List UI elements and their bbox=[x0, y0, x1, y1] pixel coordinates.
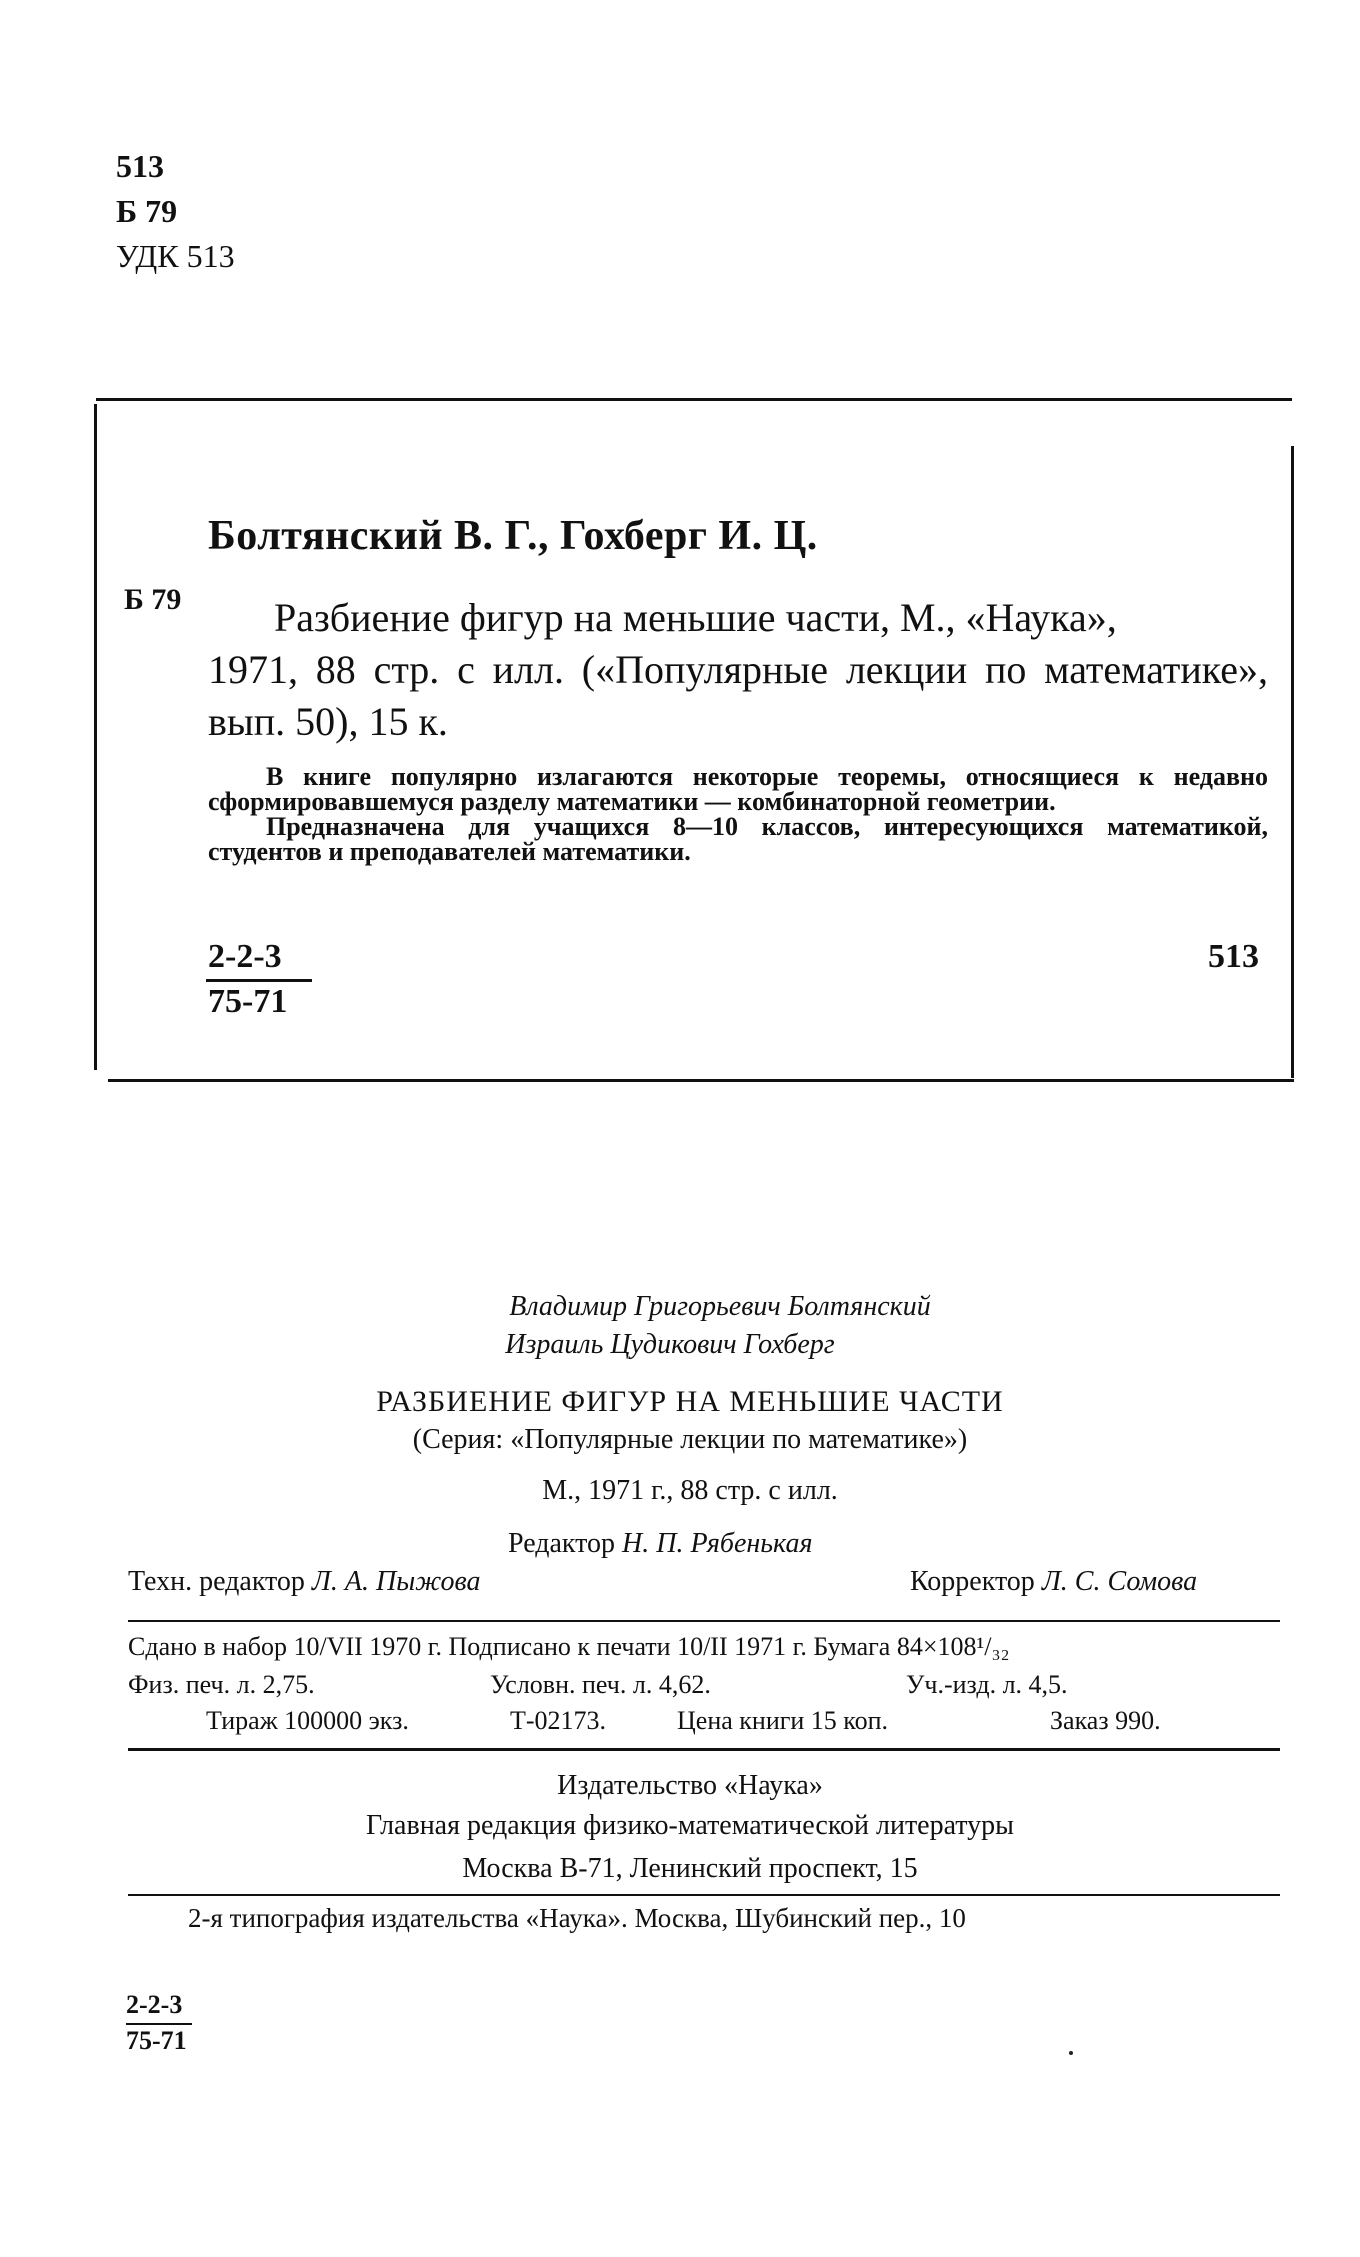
card-border-bottom bbox=[108, 1079, 1294, 1082]
editor-name: Н. П. Рябенькая bbox=[622, 1528, 813, 1559]
card-border-top bbox=[96, 398, 1292, 401]
tech-editor-label: Техн. редактор bbox=[128, 1566, 305, 1597]
print-line-2b: Условн. печ. л. 4,62. bbox=[490, 1670, 711, 1699]
print-line-2c: Уч.-изд. л. 4,5. bbox=[906, 1670, 1068, 1699]
corrector-line bbox=[910, 1566, 1197, 1598]
imprint-author2: Израиль Цудикович Гохберг bbox=[505, 1329, 835, 1360]
print-line-2a: Физ. печ. л. 2,75. bbox=[128, 1670, 315, 1699]
imprint-series: (Серия: «Популярные лекции по математике») bbox=[412, 1424, 968, 1455]
udc-full: УДК 513 bbox=[116, 238, 235, 274]
corrector-name: Л. С. Сомова bbox=[1041, 1566, 1198, 1597]
card-border-left bbox=[94, 404, 97, 1070]
author-mark: Б 79 bbox=[116, 193, 178, 229]
card-fraction-denominator: 75-71 bbox=[208, 983, 288, 1020]
corrector-label: Корректор bbox=[910, 1566, 1035, 1597]
imprint-pub-info: М., 1971 г., 88 стр. с илл. bbox=[542, 1475, 838, 1506]
card-annotation bbox=[208, 764, 1268, 864]
publisher-address: Москва В-71, Ленинский проспект, 15 bbox=[462, 1853, 918, 1884]
bottom-fraction-denominator: 75-71 bbox=[126, 2026, 187, 2055]
print-line-1: Сдано в набор 10/VII 1970 г. Подписано к печати 10/II 1971 г. Бумага 84×108¹/₃₂ bbox=[128, 1632, 1010, 1661]
imprint-rule-3 bbox=[128, 1894, 1280, 1896]
card-annotation-p1: В книге популярно излагаются некоторые теоремы, относящиеся к недавно сформировавшемуся разделу математики — комбинаторной геометрии. bbox=[208, 762, 1268, 816]
card-description-rest: 1971, 88 стр. с илл. («Популярные лекции по математике», вып. 50), 15 к. bbox=[208, 647, 1268, 744]
imprint-rule-1 bbox=[128, 1620, 1280, 1622]
card-description bbox=[208, 592, 1268, 748]
publisher-division: Главная редакция физико-математической литературы bbox=[365, 1810, 1014, 1841]
publisher: Издательство «Наука» bbox=[557, 1770, 823, 1801]
imprint-author1: Владимир Григорьевич Болтянский bbox=[509, 1291, 931, 1322]
card-description-line1: Разбиение фигур на меньшие части, М., «Наука», bbox=[274, 595, 1117, 640]
tech-editor-line bbox=[128, 1566, 480, 1598]
card-annotation-p2: Предназначена для учащихся 8—10 классов, интересующихся математикой, студентов и преподавателей математики. bbox=[208, 812, 1268, 866]
printer: 2-я типография издательства «Наука». Москва, Шубинский пер., 10 bbox=[188, 1903, 966, 1933]
print-line-3c: Цена книги 15 коп. bbox=[677, 1706, 889, 1735]
stray-dot bbox=[1069, 2051, 1073, 2055]
print-line-3a: Тираж 100000 экз. bbox=[206, 1706, 409, 1735]
imprint-title: РАЗБИЕНИЕ ФИГУР НА МЕНЬШИЕ ЧАСТИ bbox=[376, 1385, 1004, 1418]
card-border-right bbox=[1291, 446, 1294, 1078]
print-line-3d: Заказ 990. bbox=[1050, 1706, 1161, 1735]
card-authors: Болтянский В. Г., Гохберг И. Ц. bbox=[208, 513, 818, 559]
card-fraction-line bbox=[206, 979, 312, 982]
editor-line bbox=[508, 1528, 812, 1560]
editor-label: Редактор bbox=[508, 1528, 616, 1559]
bottom-fraction-numerator: 2-2-3 bbox=[126, 1990, 183, 2019]
card-fraction-numerator: 2-2-3 bbox=[208, 938, 282, 975]
udc-short: 513 bbox=[116, 148, 164, 184]
imprint-rule-2 bbox=[128, 1748, 1280, 1751]
card-udc: 513 bbox=[1208, 938, 1259, 975]
tech-editor-name: Л. А. Пыжова bbox=[311, 1566, 481, 1597]
card-code: Б 79 bbox=[124, 583, 182, 616]
print-line-3b: Т-02173. bbox=[510, 1706, 607, 1735]
bottom-fraction-line bbox=[126, 2023, 192, 2025]
